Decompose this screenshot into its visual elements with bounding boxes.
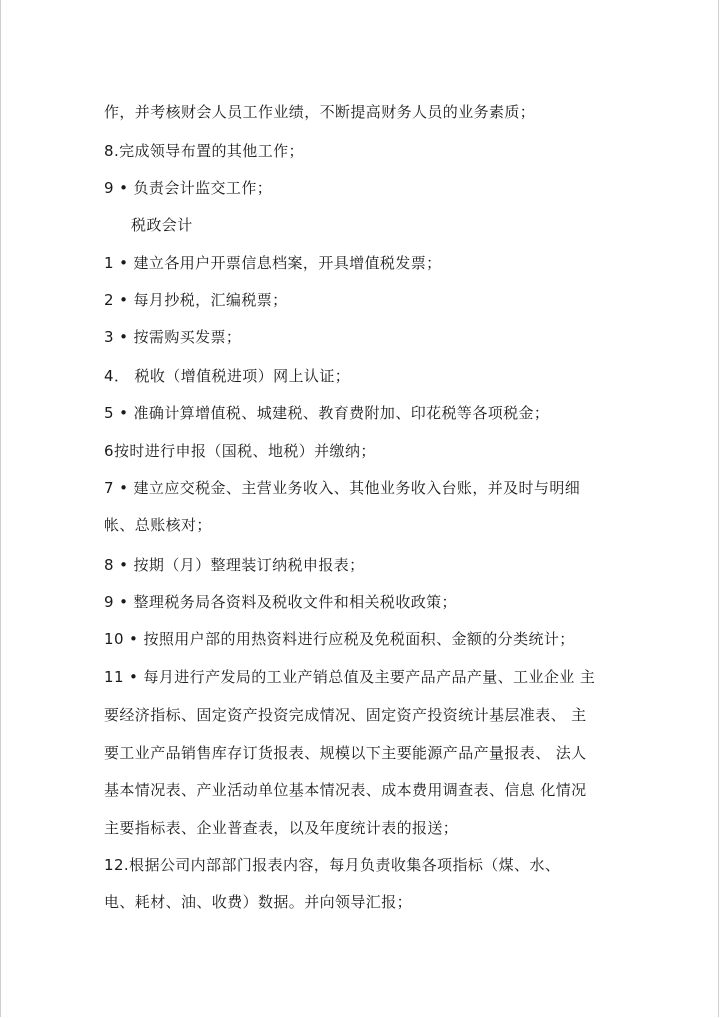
text-line: 5 • 准确计算增值税、城建税、教育费附加、印花税等各项税金； — [104, 404, 550, 422]
text-line: 7 • 建立应交税金、主营业务收入、其他业务收入台账，并及时与明细 — [104, 479, 581, 497]
text-line: 要工业产品销售库存订货报表、规模以下主要能源产品产量报表、 法人 — [104, 744, 587, 762]
text-line: 要经济指标、固定资产投资完成情况、固定资产投资统计基层准表、 主 — [104, 706, 587, 724]
text-line: 基本情况表、产业活动单位基本情况表、成本费用调查表、信息 化情况 — [104, 781, 587, 799]
text-line: 主要指标表、企业普查表，以及年度统计表的报送； — [104, 819, 459, 837]
text-line: 4． 税收（增值税进项）网上认证； — [104, 367, 351, 385]
text-line: 11 • 每月进行产发局的工业产销总值及主要产品产品产量、工业企业 主 — [104, 668, 596, 686]
text-line: 9 • 整理税务局各资料及税收文件和相关税收政策； — [104, 593, 457, 611]
text-line: 8 • 按期（月）整理装订纳税申报表； — [104, 556, 365, 574]
section-heading: 税政会计 — [131, 216, 193, 234]
text-line: 2 • 每月抄税，汇编税票； — [104, 291, 288, 309]
text-line: 6按时进行申报（国税、地税）并缴纳； — [104, 442, 376, 460]
text-line: 9 • 负责会计监交工作； — [104, 179, 273, 197]
text-line: 帐、总账核对； — [104, 516, 212, 534]
text-line: 作，并考核财会人员工作业绩，不断提高财务人员的业务素质； — [104, 103, 536, 121]
text-line: 1 • 建立各用户开票信息档案，开具增值税发票； — [104, 254, 442, 272]
text-line: 10 • 按照用户部的用热资料进行应税及免税面积、金额的分类统计； — [104, 630, 575, 648]
text-line: 电、耗材、油、收费）数据。并向领导汇报； — [104, 893, 413, 911]
text-line: 12.根据公司内部部门报表内容，每月负责收集各项指标（煤、水、 — [104, 856, 561, 874]
text-line: 8.完成领导布置的其他工作； — [104, 142, 304, 160]
text-line: 3 • 按需购买发票； — [104, 328, 242, 346]
